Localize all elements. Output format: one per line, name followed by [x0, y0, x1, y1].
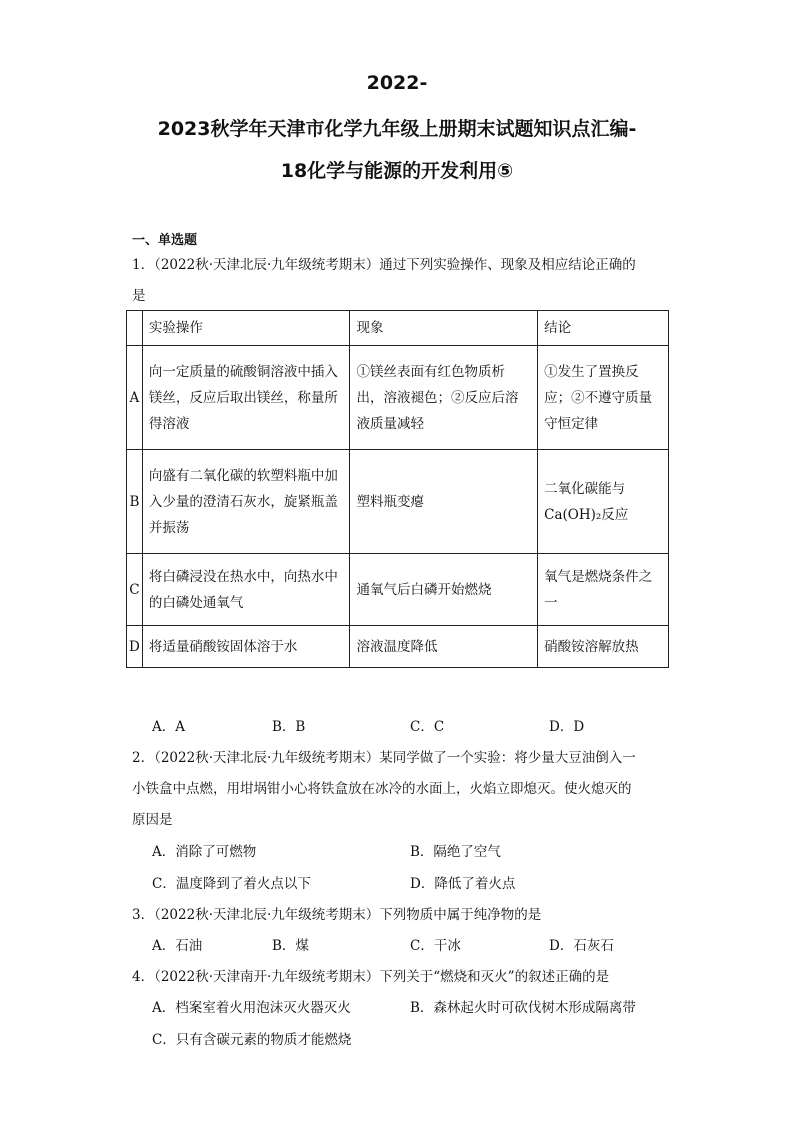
row-operation: 向盛有二氧化碳的软塑料瓶中加入少量的澄清石灰水，旋紧瓶盖并振荡 — [142, 450, 350, 554]
q3-option-b[interactable]: B．煤 — [272, 938, 309, 954]
row-conclusion: 二氧化碳能与Ca(OH)₂反应 — [538, 450, 669, 554]
q2-option-b[interactable]: B．隔绝了空气 — [410, 844, 501, 860]
q4-option-a[interactable]: A．档案室着火用泡沫灭火器灭火 — [152, 1000, 351, 1016]
table-header-row — [127, 311, 669, 346]
row-phenomenon: ①镁丝表面有红色物质析出，溶液褪色；②反应后溶液质量减轻 — [350, 346, 538, 450]
table-row — [127, 346, 669, 450]
q3-option-c[interactable]: C．干冰 — [410, 938, 461, 954]
section-heading: 一、单选题 — [132, 233, 198, 248]
q2-option-d[interactable]: D．降低了着火点 — [410, 876, 516, 892]
table-header-phenomenon: 现象 — [350, 311, 538, 346]
table-row — [127, 450, 669, 554]
q2-stem-line-2: 小铁盒中点燃，用坩埚钳小心将铁盒放在冰冷的水面上，火焰立即熄灭。使火熄灭的 — [132, 781, 632, 797]
q1-option-c[interactable]: C．C — [410, 719, 445, 735]
row-phenomenon: 溶液温度降低 — [350, 626, 538, 668]
q1-option-a[interactable]: A．A — [152, 719, 185, 735]
row-label: A — [127, 346, 143, 450]
row-operation: 将适量硝酸铵固体溶于水 — [142, 626, 350, 668]
q3-option-d[interactable]: D．石灰石 — [549, 938, 614, 954]
q1-option-b[interactable]: B．B — [272, 719, 306, 735]
row-label: C — [127, 554, 143, 626]
q1-stem-line-1: 1．（2022秋·天津北辰·九年级统考期末）通过下列实验操作、现象及相应结论正确的 — [132, 257, 636, 273]
q1-option-d[interactable]: D．D — [549, 719, 585, 735]
table-row — [127, 554, 669, 626]
row-label: B — [127, 450, 143, 554]
doc-title-line-3: 18化学与能源的开发利用⑤ — [280, 160, 514, 182]
row-conclusion: 硝酸铵溶解放热 — [538, 626, 669, 668]
row-operation: 向一定质量的硫酸铜溶液中插入镁丝，反应后取出镁丝，称量所得溶液 — [142, 346, 350, 450]
q2-option-a[interactable]: A．消除了可燃物 — [152, 844, 257, 860]
row-phenomenon: 通氧气后白磷开始燃烧 — [350, 554, 538, 626]
table-header-blank — [127, 311, 143, 346]
row-conclusion: ①发生了置换反应；②不遵守质量守恒定律 — [538, 346, 669, 450]
table-header-conclusion: 结论 — [538, 311, 669, 346]
q2-stem-line-3: 原因是 — [132, 812, 173, 828]
table-row — [127, 626, 669, 668]
q2-option-c[interactable]: C．温度降到了着火点以下 — [152, 876, 311, 892]
row-operation: 将白磷浸没在热水中，向热水中的白磷处通氧气 — [142, 554, 350, 626]
row-phenomenon: 塑料瓶变瘪 — [350, 450, 538, 554]
q4-stem: 4．（2022秋·天津南开·九年级统考期末）下列关于“燃烧和灭火”的叙述正确的是 — [132, 969, 610, 985]
q2-stem-line-1: 2．（2022秋·天津北辰·九年级统考期末）某同学做了一个实验：将少量大豆油倒入一 — [132, 750, 636, 766]
q3-option-a[interactable]: A．石油 — [152, 938, 203, 954]
doc-title-line-2: 2023秋学年天津市化学九年级上册期末试题知识点汇编- — [157, 118, 637, 140]
q4-option-b[interactable]: B．森林起火时可砍伐树木形成隔离带 — [410, 1000, 636, 1016]
q1-stem-line-2: 是 — [132, 288, 146, 304]
doc-title-line-1: 2022- — [366, 72, 428, 94]
row-conclusion: 氧气是燃烧条件之一 — [538, 554, 669, 626]
q3-stem: 3．（2022秋·天津北辰·九年级统考期末）下列物质中属于纯净物的是 — [132, 907, 542, 923]
table-header-operation: 实验操作 — [142, 311, 350, 346]
q1-table — [126, 310, 669, 668]
row-label: D — [127, 626, 143, 668]
q4-option-c[interactable]: C．只有含碳元素的物质才能燃烧 — [152, 1032, 352, 1048]
